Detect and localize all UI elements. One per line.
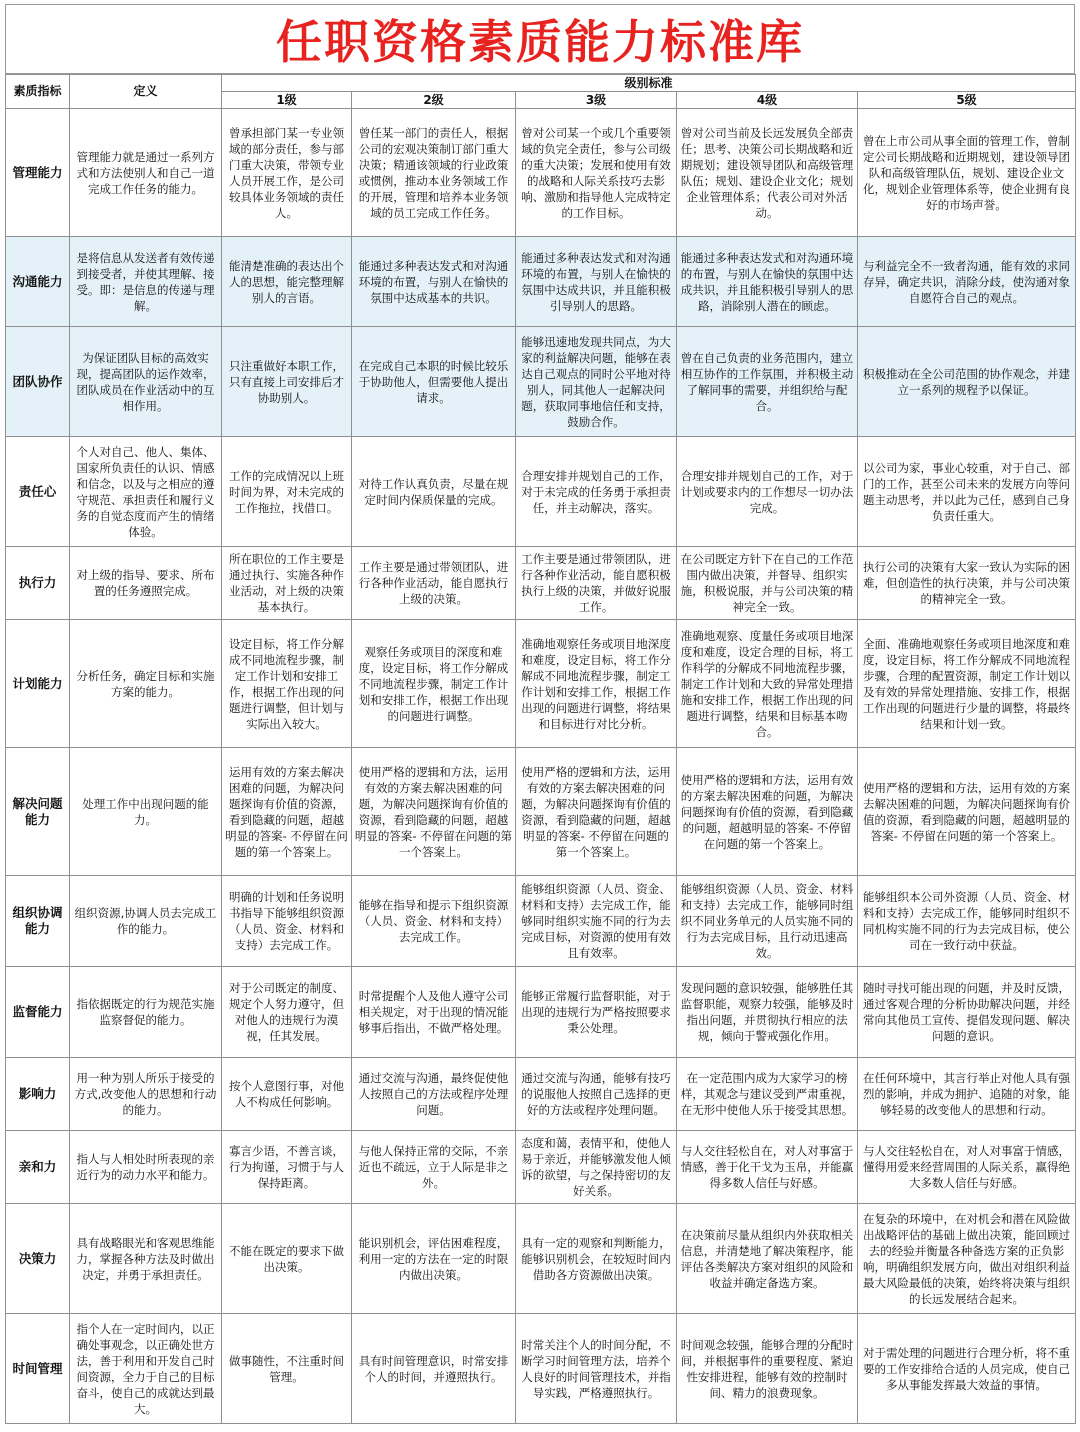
definition-cell: 指个人在一定时间内，以正确处事观念，以正确处世方法，善于利用和开发自己时间资源，全力于自己的目标奋斗，使自己的成就达到最大。 [70, 1314, 222, 1424]
level-4-cell: 时间观念较强，能够合理的分配时间，并根据事件的重要程度、紧迫性安排进程，能够有效的控制时间、精力的浪费现象。 [677, 1314, 858, 1424]
indicator-name: 影响力 [6, 1058, 70, 1131]
table-row [6, 748, 1076, 876]
level-3-cell: 能通过多种表达发式和对沟通环境的布置，与别人在愉快的氛围中达成共识，并且能积极引导别人的思路。 [516, 237, 677, 327]
indicator-name: 解决问题能力 [6, 748, 70, 876]
level-4-cell: 能通过多种表达发式和对沟通环境的布置，与别人在愉快的氛围中达成共识，并且能积极引导别人的思路，消除别人潜在的顾虑。 [677, 237, 858, 327]
level-5-cell: 曾在上市公司从事全面的管理工作，曾制定公司长期战略和近期规划，建设领导团队和高级管理队伍，规划、建设企业文化，规划企业管理体系等，使企业拥有良好的市场声誉。 [858, 109, 1076, 237]
indicator-name: 亲和力 [6, 1131, 70, 1204]
level-1-cell: 做事随性，不注重时间管理。 [222, 1314, 352, 1424]
level-4-cell: 准确地观察、度量任务或项目地深度和难度，设定合理的目标，将工作科学的分解成不同地流程步骤，制定工作计划和大致的异常处理措施和安排工作，根据工作出现的问题进行调整，结果和目标基本吻合。 [677, 620, 858, 748]
table-row [6, 1314, 1076, 1424]
level-3-cell: 能够正常履行监督职能，对于出现的违规行为严格按照要求秉公处理。 [516, 967, 677, 1058]
definition-cell: 具有战略眼光和客观思维能力，掌握各种方法及时做出决定，并勇于承担责任。 [70, 1204, 222, 1314]
indicator-name: 管理能力 [6, 109, 70, 237]
table-row [6, 109, 1076, 237]
level-1-cell: 按个人意图行事，对他人不构成任何影响。 [222, 1058, 352, 1131]
level-5-cell: 以公司为家，事业心较重，对于自己、部门的工作，甚至公司未来的发展方向等问题主动思考，并以此为己任，感到自己身负责任重大。 [858, 437, 1076, 547]
level-1-cell: 只注重做好本职工作，只有直接上司安排后才协助别人。 [222, 327, 352, 437]
level-1-cell: 运用有效的方案去解决困难的问题，为解决问题探询有价值的资源，看到隐藏的问题，超越明显的答案- 不停留在问题的第一个答案上。 [222, 748, 352, 876]
level-4-cell: 与人交往轻松自在，对人对事富于情感，善于化干戈为玉帛，并能赢得多数人信任与好感。 [677, 1131, 858, 1204]
indicator-name: 团队协作 [6, 327, 70, 437]
level-5-cell: 在任何环境中，其言行举止对他人具有强烈的影响，并成为拥护、追随的对象，能够轻易的改变他人的思想和行动。 [858, 1058, 1076, 1131]
level-5-cell: 与利益完全不一致者沟通，能有效的求同存异，确定共识，消除分歧，使沟通对象自愿符合自己的观点。 [858, 237, 1076, 327]
level-4-cell: 合理安排并规划自己的工作，对于计划或要求内的工作想尽一切办法完成。 [677, 437, 858, 547]
definition-cell: 管理能力就是通过一系列方式和方法使别人和自己一道完成工作任务的能力。 [70, 109, 222, 237]
indicator-name: 组织协调能力 [6, 876, 70, 967]
indicator-name: 沟通能力 [6, 237, 70, 327]
table-row [6, 327, 1076, 437]
title-box [5, 4, 1075, 74]
level-2-cell: 曾任某一部门的责任人，根据公司的宏观决策制订部门重大决策；精通该领域的行业政策或惯例，推动本业务领域工作的开展，管理和培养本业务领域的员工完成工作任务。 [352, 109, 516, 237]
definition-cell: 分析任务，确定目标和实施方案的能力。 [70, 620, 222, 748]
level-3-cell: 能够组织资源（人员、资金、材料和支持）去完成工作，能够同时组织实施不同的行为去完成目标，对资源的使用有效且有效率。 [516, 876, 677, 967]
level-3-cell: 时常关注个人的时间分配，不断学习时间管理方法，培养个人良好的时间管理技术，并指导实践，严格遵照执行。 [516, 1314, 677, 1424]
standards-table [5, 74, 1076, 1424]
level-5-cell: 对于需处理的问题进行合理分析，将不重要的工作安排给合适的人员完成，使自己多从事能发挥最大效益的事情。 [858, 1314, 1076, 1424]
level-1-cell: 工作的完成情况以上班时间为界，对未完成的工作拖拉，找借口。 [222, 437, 352, 547]
level-2-cell: 通过交流与沟通，最终促使他人按照自己的方法或程序处理问题。 [352, 1058, 516, 1131]
level-2-cell: 与他人保持正常的交际，不亲近也不疏远，立于人际是非之外。 [352, 1131, 516, 1204]
definition-cell: 个人对自己、他人、集体、国家所负责任的认识、情感和信念，以及与之相应的遵守规范、承担责任和履行义务的自觉态度而产生的情绪体验。 [70, 437, 222, 547]
level-2-cell: 能通过多种表达发式和对沟通环境的布置，与别人在愉快的氛围中达成基本的共识。 [352, 237, 516, 327]
level-3-cell: 能够迅速地发现共同点，为大家的利益解决问题，能够在表达自己观点的同时公平地对待别人，同其他人一起解决问题，获取同事地信任和支持，鼓励合作。 [516, 327, 677, 437]
level-4-cell: 在决策前尽量从组织内外获取相关信息，并清楚地了解决策程序，能评估各类解决方案对组织的风险和收益并确定备选方案。 [677, 1204, 858, 1314]
level-4-cell: 在公司既定方针下在自己的工作范围内做出决策，并督导、组织实施，积极说服，并与公司决策的精神完全一致。 [677, 547, 858, 620]
level-3-cell: 具有一定的观察和判断能力，能够识别机会，在较短时间内借助各方资源做出决策。 [516, 1204, 677, 1314]
table-row [6, 547, 1076, 620]
level-5-cell: 随时寻找可能出现的问题，并及时反馈，通过客观合理的分析协助解决问题，并经常向其他员工宣传、提倡发现问题、解决问题的意识。 [858, 967, 1076, 1058]
level-4-cell: 发现问题的意识较强，能够胜任其监督职能，观察力较强，能够及时指出问题，并贯彻执行相应的法规，倾向于警戒强化作用。 [677, 967, 858, 1058]
header-level-3: 3级 [516, 92, 677, 109]
level-3-cell: 合理安排并规划自己的工作，对于未完成的任务勇于承担责任，并主动解决，落实。 [516, 437, 677, 547]
level-1-cell: 所在职位的工作主要是通过执行、实施各种作业活动，对上级的决策基本执行。 [222, 547, 352, 620]
definition-cell: 是将信息从发送者有效传递到接受者，并使其理解、接受。即：是信息的传递与理解。 [70, 237, 222, 327]
definition-cell: 指人与人相处时所表现的亲近行为的动力水平和能力。 [70, 1131, 222, 1204]
header-level-group: 级别标准 [222, 75, 1076, 92]
level-5-cell: 能够组织本公司外资源（人员、资金、材料和支持）去完成工作，能够同时组织不同机构实施不同的行为去完成目标，使公司在一致行动中获益。 [858, 876, 1076, 967]
level-1-cell: 设定目标，将工作分解成不同地流程步骤，制定工作计划和安排工作，根据工作出现的问题进行调整，但计划与实际出入较大。 [222, 620, 352, 748]
definition-cell: 处理工作中出现问题的能力。 [70, 748, 222, 876]
indicator-name: 执行力 [6, 547, 70, 620]
level-1-cell: 明确的计划和任务说明书指导下能够组织资源（人员、资金、材料和支持）去完成工作。 [222, 876, 352, 967]
level-5-cell: 全面、准确地观察任务或项目地深度和难度，设定目标，将工作分解成不同地流程步骤，合理的配置资源，制定工作计划以及有效的异常处理措施、安排工作，根据工作出现的问题进行少量的调整，将最终结果和计划一致。 [858, 620, 1076, 748]
level-3-cell: 曾对公司某一个或几个重要领域的负完全责任，参与公司级的重大决策；发展和使用有效的战略和人际关系技巧去影响、激励和指导他人完成特定的工作目标。 [516, 109, 677, 237]
header-level-4: 4级 [677, 92, 858, 109]
table-row [6, 1131, 1076, 1204]
indicator-name: 计划能力 [6, 620, 70, 748]
table-row [6, 876, 1076, 967]
definition-cell: 指依据既定的行为规范实施监察督促的能力。 [70, 967, 222, 1058]
table-row [6, 967, 1076, 1058]
level-5-cell: 使用严格的逻辑和方法，运用有效的方案去解决困难的问题，为解决问题探询有价值的资源，看到隐藏的问题，超越明显的答案- 不停留在问题的第一个答案上。 [858, 748, 1076, 876]
level-4-cell: 曾在自己负责的业务范围内，建立相互协作的工作氛围，并积极主动了解同事的需要，并组织给与配合。 [677, 327, 858, 437]
level-2-cell: 观察任务或项目的深度和难度，设定目标，将工作分解成不同地流程步骤，制定工作计划和安排工作，根据工作出现的问题进行调整。 [352, 620, 516, 748]
header-level-1: 1级 [222, 92, 352, 109]
indicator-name: 监督能力 [6, 967, 70, 1058]
level-3-cell: 准确地观察任务或项目地深度和难度，设定目标，将工作分解成不同地流程步骤，制定工作计划和安排工作，根据工作出现的问题进行调整，将结果和目标进行对比分析。 [516, 620, 677, 748]
level-2-cell: 在完成自己本职的时候比较乐于协助他人，但需要他人提出请求。 [352, 327, 516, 437]
level-5-cell: 与人交往轻松自在，对人对事富于情感，懂得用爱来经营周围的人际关系，赢得绝大多数人信任与好感。 [858, 1131, 1076, 1204]
definition-cell: 为保证团队目标的高效实现，提高团队的运作效率，团队成员在作业活动中的互相作用。 [70, 327, 222, 437]
level-2-cell: 时常提醒个人及他人遵守公司相关规定，对于出现的情况能够事后指出，不做严格处理。 [352, 967, 516, 1058]
level-3-cell: 使用严格的逻辑和方法，运用有效的方案去解决困难的问题，为解决问题探询有价值的资源，看到隐藏的问题，超越明显的答案- 不停留在问题的第一个答案上。 [516, 748, 677, 876]
level-3-cell: 态度和蔼，表情平和，使他人易于亲近，并能够激发他人倾诉的欲望，与之保持密切的友好关系。 [516, 1131, 677, 1204]
level-3-cell: 通过交流与沟通，能够有技巧的说服他人按照自己选择的更好的方法或程序处理问题。 [516, 1058, 677, 1131]
table-row [6, 1204, 1076, 1314]
level-2-cell: 具有时间管理意识，时常安排个人的时间，并遵照执行。 [352, 1314, 516, 1424]
level-3-cell: 工作主要是通过带领团队，进行各种作业活动，能自愿积极执行上级的决策，并做好说服工作。 [516, 547, 677, 620]
level-2-cell: 工作主要是通过带领团队，进行各种作业活动，能自愿执行上级的决策。 [352, 547, 516, 620]
level-5-cell: 在复杂的环境中，在对机会和潜在风险做出战略评估的基础上做出决策，能回顾过去的经验并衡量各种备选方案的正负影响，明确组织发展方向，做出对组织利益最大风险最低的决策，始终将决策与组织的长远发展结合起来。 [858, 1204, 1076, 1314]
level-2-cell: 对待工作认真负责，尽量在规定时间内保质保量的完成。 [352, 437, 516, 547]
level-4-cell: 能够组织资源（人员、资金、材料和支持）去完成工作，能够同时组织不同业务单元的人员实施不同的行为去完成目标，且行动迅速高效。 [677, 876, 858, 967]
table-row [6, 437, 1076, 547]
definition-cell: 对上级的指导、要求、所布置的任务遵照完成。 [70, 547, 222, 620]
level-1-cell: 不能在既定的要求下做出决策。 [222, 1204, 352, 1314]
level-2-cell: 能够在指导和提示下组织资源（人员、资金、材料和支持）去完成工作。 [352, 876, 516, 967]
level-2-cell: 能识别机会，评估困难程度，利用一定的方法在一定的时限内做出决策。 [352, 1204, 516, 1314]
level-5-cell: 执行公司的决策有大家一致认为实际的困难，但创造性的执行决策，并与公司决策的精神完全一致。 [858, 547, 1076, 620]
header-level-5: 5级 [858, 92, 1076, 109]
level-4-cell: 在一定范围内成为大家学习的榜样，其观念与建议受到严肃重视，在无形中使他人乐于接受其思想。 [677, 1058, 858, 1131]
page-title: 任职资格素质能力标准库 [276, 15, 804, 69]
header-definition: 定义 [70, 75, 222, 109]
level-2-cell: 使用严格的逻辑和方法，运用有效的方案去解决困难的问题，为解决问题探询有价值的资源，看到隐藏的问题，超越明显的答案- 不停留在问题的第一个答案上。 [352, 748, 516, 876]
level-1-cell: 曾承担部门某一专业领域的部分责任，参与部门重大决策，带领专业人员开展工作，是公司较具体业务领域的责任人。 [222, 109, 352, 237]
table-row [6, 237, 1076, 327]
indicator-name: 责任心 [6, 437, 70, 547]
level-1-cell: 能清楚准确的表达出个人的思想，能完整理解别人的言语。 [222, 237, 352, 327]
level-4-cell: 使用严格的逻辑和方法，运用有效的方案去解决困难的问题，为解决问题探询有价值的资源，看到隐藏的问题，超越明显的答案- 不停留在问题的第一个答案上。 [677, 748, 858, 876]
table-row [6, 620, 1076, 748]
header-level-2: 2级 [352, 92, 516, 109]
level-1-cell: 寡言少语，不善言谈，行为拘谨，习惯于与人保持距离。 [222, 1131, 352, 1204]
table-row [6, 1058, 1076, 1131]
level-1-cell: 对于公司既定的制度、规定个人努力遵守，但对他人的违规行为漠视，任其发展。 [222, 967, 352, 1058]
header-indicator: 素质指标 [6, 75, 70, 109]
indicator-name: 决策力 [6, 1204, 70, 1314]
definition-cell: 用一种为别人所乐于接受的方式,改变他人的思想和行动的能力。 [70, 1058, 222, 1131]
definition-cell: 组织资源,协调人员去完成工作的能力。 [70, 876, 222, 967]
level-5-cell: 积极推动在全公司范围的协作观念，并建立一系列的规程予以保证。 [858, 327, 1076, 437]
indicator-name: 时间管理 [6, 1314, 70, 1424]
level-4-cell: 曾对公司当前及长远发展负全部责任；思考、决策公司长期战略和近期规划；建设领导团队和高级管理队伍；规划、建设企业文化；规划企业管理体系；代表公司对外活动。 [677, 109, 858, 237]
